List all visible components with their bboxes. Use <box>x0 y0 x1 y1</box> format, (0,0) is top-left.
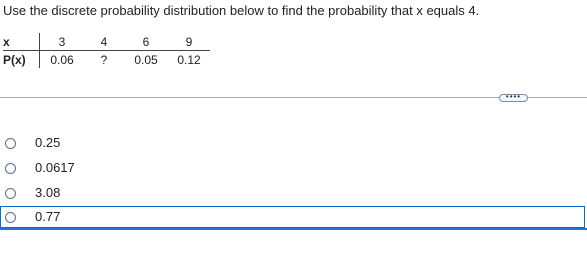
question-text: Use the discrete probability distribution below to find the probability that x equals 4. <box>3 3 480 18</box>
answer-option-a[interactable] <box>0 132 587 154</box>
x-value: 9 <box>168 33 210 51</box>
more-options-button[interactable] <box>499 91 528 102</box>
x-value: 4 <box>84 33 124 51</box>
probability-distribution-table <box>3 33 210 68</box>
answer-label: 0.77 <box>35 209 61 224</box>
p-value: 0.06 <box>50 52 74 67</box>
radio-button[interactable] <box>5 188 16 199</box>
radio-button[interactable] <box>5 163 16 174</box>
radio-button[interactable] <box>5 138 16 149</box>
answer-label: 0.25 <box>35 135 61 150</box>
answer-label: 3.08 <box>35 185 61 200</box>
ellipsis-icon: •••• <box>505 91 522 101</box>
x-value: 6 <box>124 33 168 51</box>
answer-label: 0.0617 <box>35 160 75 175</box>
p-value: ? <box>100 52 108 67</box>
radio-button[interactable] <box>5 212 16 223</box>
x-row <box>3 33 210 51</box>
answer-option-d[interactable] <box>0 206 585 228</box>
selected-option-underline <box>0 228 587 230</box>
answer-option-b[interactable] <box>0 157 587 179</box>
p-value: 0.12 <box>177 52 201 67</box>
x-value: 3 <box>40 33 85 51</box>
x-label: x <box>3 33 40 51</box>
p-label: P(x) <box>3 51 40 69</box>
p-row <box>3 51 210 69</box>
p-value: 0.05 <box>134 52 158 67</box>
answer-option-c[interactable] <box>0 182 587 204</box>
